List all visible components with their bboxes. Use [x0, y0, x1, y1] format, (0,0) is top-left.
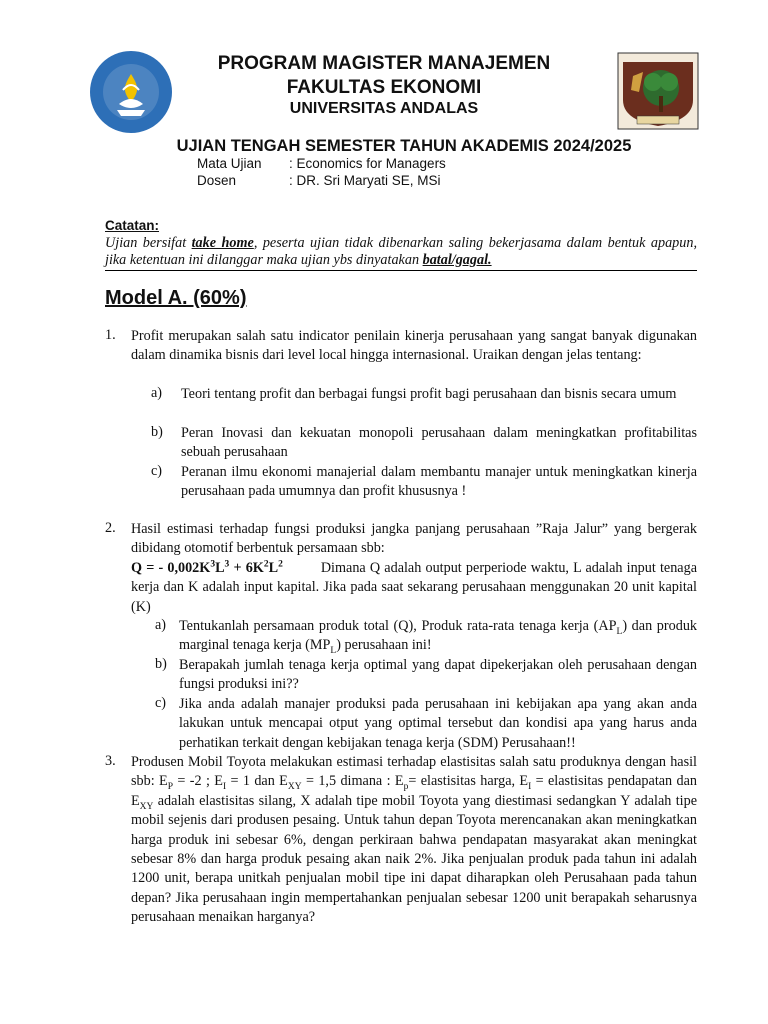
q2-b-label: b) — [155, 656, 167, 672]
lecturer-label: Dosen — [197, 173, 237, 188]
q1-text: Profit merupakan salah satu indicator penilain kinerja perusahaan yang sangat banyak digunakan dalam dinamika bisnis dari level local hingga internasional. Uraikan dengan jelas tentang: — [131, 328, 697, 364]
q1-c-label: c) — [151, 463, 163, 479]
model-title: Model A. (60%) — [105, 287, 247, 309]
lecturer-row — [197, 173, 441, 188]
subject-label: Mata Ujian — [197, 156, 262, 171]
q2-b-text: Berapakah jumlah tenaga kerja optimal yang dapat dipekerjakan oleh perusahaan dengan fungsi produksi ini?? — [179, 657, 697, 693]
divider — [105, 270, 697, 271]
q1-c-text: Peranan ilmu ekonomi manajerial dalam membantu manajer untuk meningkatkan kinerja perusahaan pada umumnya dan profit khususnya ! — [181, 464, 697, 500]
note-part-1: Ujian bersifat — [105, 235, 192, 251]
q1-b-text: Peran Inovasi dan kekuatan monopoli perusahaan dalam meningkatkan profitabilitas sebuah perusahaan — [181, 425, 697, 461]
q2-c-label: c) — [155, 695, 167, 711]
q1-number: 1. — [105, 327, 116, 343]
q1-b-label: b) — [151, 424, 163, 440]
q1-a-label: a) — [151, 385, 163, 401]
q1-a-text: Teori tentang profit dan berbagai fungsi profit bagi perusahaan dan bisnis secara umum — [181, 386, 677, 402]
program-title: PROGRAM MAGISTER MANAJEMEN — [217, 53, 551, 74]
note-batal: batal/gagal. — [422, 252, 492, 268]
exam-title: UJIAN TENGAH SEMESTER TAHUN AKADEMIS 2024/2025 — [176, 137, 632, 155]
production-equation: Q = - $0,002K^3L^3 + 6K^2L^2$ — [131, 559, 283, 576]
note-title: Catatan: — [105, 218, 160, 233]
faculty-title: FAKULTAS EKONOMI — [286, 77, 482, 98]
q2-number: 2. — [105, 520, 116, 536]
note-text — [105, 235, 697, 269]
q2-a-label: a) — [155, 617, 167, 633]
lecturer-value: : DR. Sri Maryati SE, MSi — [289, 173, 441, 188]
q2-intro: Hasil estimasi terhadap fungsi produksi jangka panjang perusahaan ”Raja Jalur” yang bergerak dibidang otomotif berbentuk persamaan sbb: — [131, 521, 697, 557]
subject-row — [197, 156, 446, 171]
q3-text: Produsen Mobil Toyota melakukan estimasi terhadap elastisitas salah satu produknya dengan hasil sbb: $E_P = -2$ ; $E_I = 1$ dan $E_{XY} = 1,5$ dimana : $E_p=$ elastisitas harga, $E_I$ = elastisitas pendapatan dan $E_{XY}$ adalah elastisitas silang, X adalah tipe mobil Toyota yang diestimasi sedangkan Y adalah tipe mobil sejenis dari produsen pesaing. Untuk tahun depan Toyota merencanakan akan meningkatkan harga produk ini sebesar 6%, dengan perkiraan bahwa pendapatan masyarakat akan meningkat sebesar 8% dan harga produk pesaing akan naik 2%. Jika penjualan produk pada tahun ini adalah 1200 unit, berapa unitkah penjualan mobil tipe ini dapat diharapkan oleh Perusahaan pada tahun depan? Jika perusahaan ingin mempertahankan penjualan sebesar 1200 unit berapakah seharusnya perusahaan menaikan harganya? — [131, 754, 698, 926]
q3-number: 3. — [105, 753, 116, 769]
q2-equation-block — [131, 559, 697, 617]
university-title: UNIVERSITAS ANDALAS — [289, 100, 479, 117]
q2-after-equation: Dimana Q adalah output perperiode waktu, L adalah input tenaga kerja dan K adalah input kapital. Jika pada saat sekarang perusahaan menggunakan 20 unit kapital (K) — [131, 560, 697, 615]
q2-c-text: Jika anda adalah manajer produksi pada perusahaan ini kebijakan apa yang akan anda lakukan untuk mencapai otput yang optimal tersebut dan kondisi apa yang harus anda perhatikan terkait dengan kebijakan tenaga kerja (SDM) Perusahaan!! — [179, 696, 697, 751]
q2-a-text: Tentukanlah persamaan produk total (Q), Produk rata-rata tenaga kerja $(AP_L)$ dan produk marginal tenaga kerja $(MP_L)$ perusahaan ini! — [179, 618, 698, 657]
subject-value: : Economics for Managers — [289, 156, 446, 171]
note-take-home: take home — [191, 235, 254, 251]
note-part-3: , peserta ujian tidak dibenarkan saling bekerjasama dalam bentuk apapun, jika ketentuan ini dilanggar maka ujian ybs dinyatakan — [105, 235, 698, 268]
